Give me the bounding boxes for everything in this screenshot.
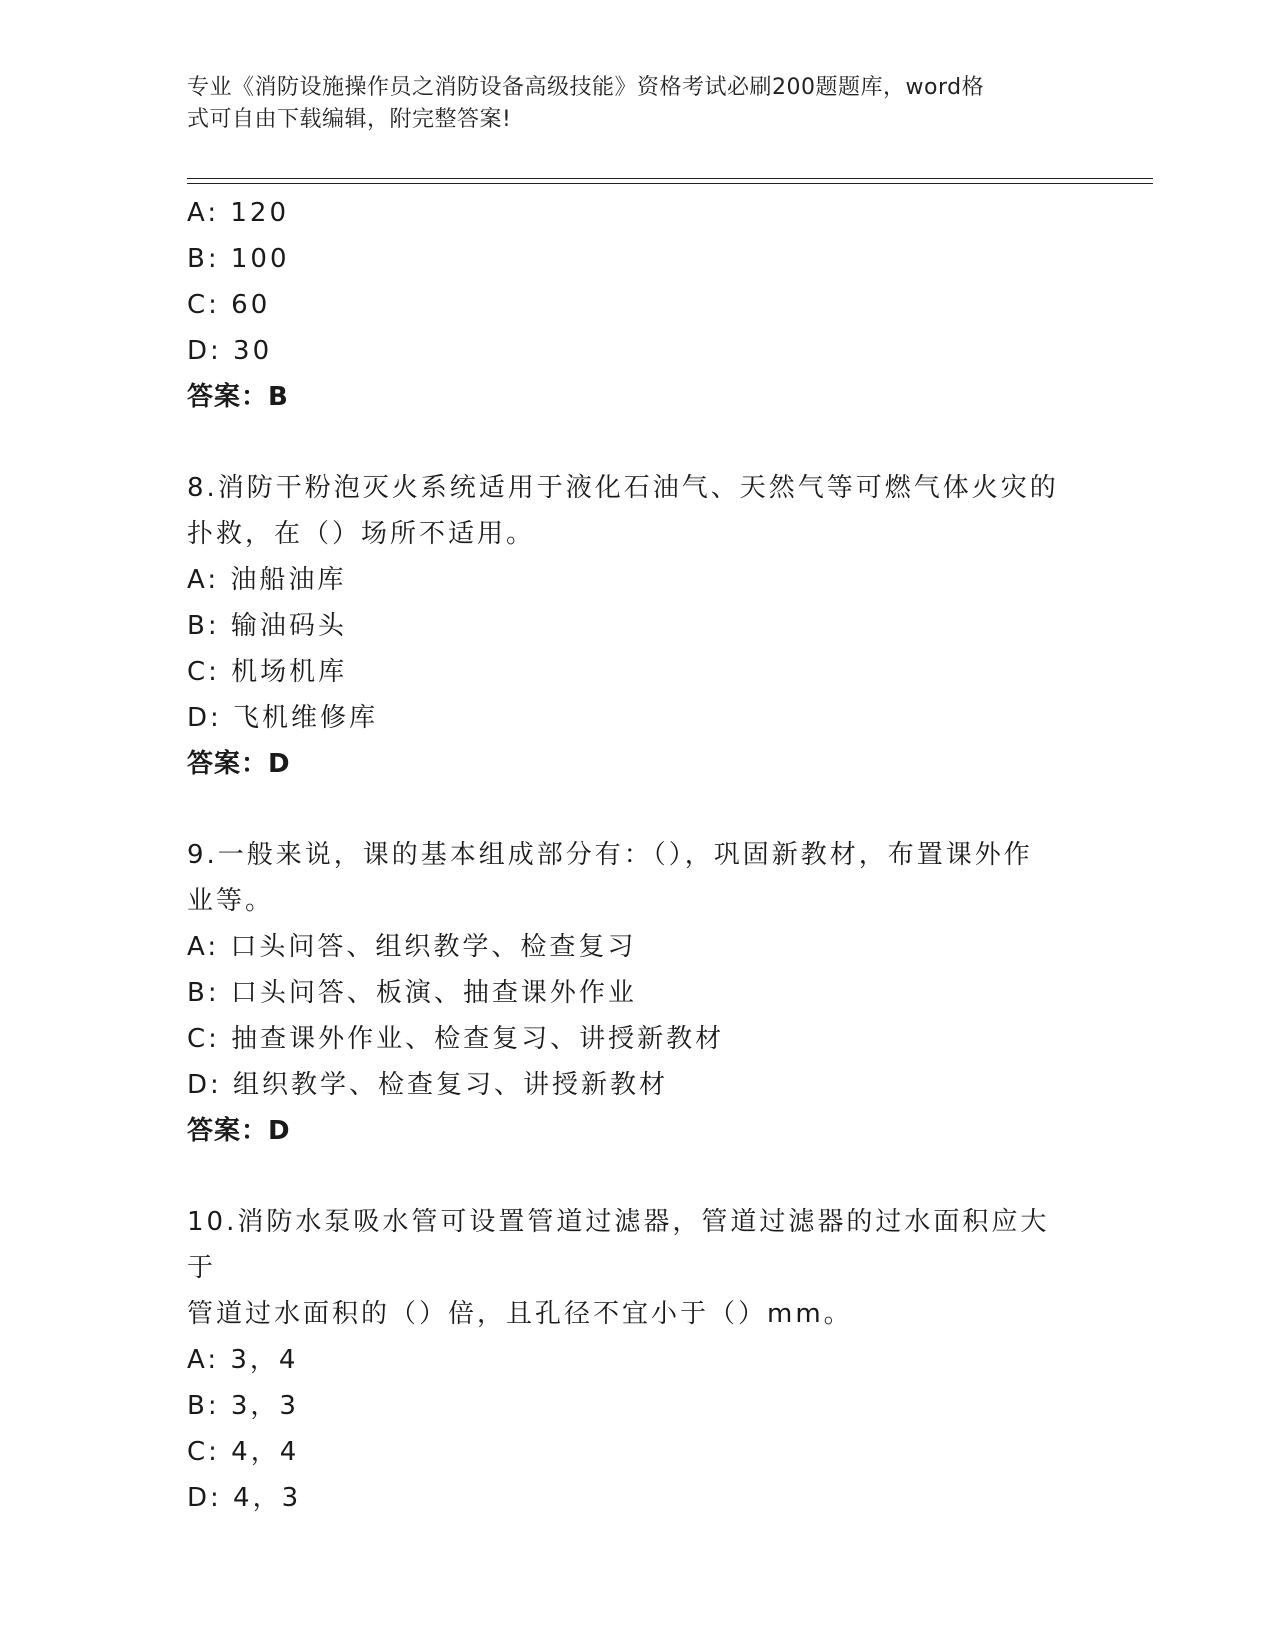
question-list	[187, 190, 1087, 1521]
option-d: D: 组织教学、检查复习、讲授新教材	[187, 1070, 669, 1100]
option-c: C: 机场机库	[187, 657, 348, 687]
header-rule-bottom	[187, 183, 1153, 184]
option-a: A: 油船油库	[187, 565, 347, 595]
answer: 答案：D	[187, 749, 291, 779]
option-c: C: 4，4	[187, 1437, 300, 1467]
option-d: D: 30	[187, 336, 273, 366]
option-a: A: 120	[187, 198, 289, 228]
answer: 答案：D	[187, 1116, 291, 1146]
question-text-line-2: 扑救，在（）场所不适用。	[187, 519, 536, 549]
question-text-line-1: 9.一般来说，课的基本组成部分有：（），巩固新教材，布置课外作	[187, 840, 1033, 870]
question-10	[187, 1199, 1087, 1521]
question-text-line-1: 10.消防水泵吸水管可设置管道过滤器，管道过滤器的过水面积应大于	[187, 1207, 1050, 1283]
question-7-options	[187, 190, 1087, 420]
option-a: A: 口头问答、组织教学、检查复习	[187, 932, 637, 962]
document-header	[187, 72, 1067, 136]
question-text-line-2: 管道过水面积的（）倍，且孔径不宜小于（）mm。	[187, 1299, 853, 1329]
question-9	[187, 832, 1087, 1154]
question-text-line-1: 8.消防干粉泡灭火系统适用于液化石油气、天然气等可燃气体火灾的	[187, 473, 1059, 503]
question-text-line-2: 业等。	[187, 886, 275, 916]
option-c: C: 抽查课外作业、检查复习、讲授新教材	[187, 1024, 725, 1054]
option-c: C: 60	[187, 290, 271, 320]
question-8	[187, 465, 1087, 787]
option-b: B: 口头问答、板演、抽查课外作业	[187, 978, 637, 1008]
option-d: D: 飞机维修库	[187, 703, 379, 733]
answer: 答案：B	[187, 382, 289, 412]
header-line-1: 专业《消防设施操作员之消防设备高级技能》资格考试必刷200题题库，word格	[187, 75, 985, 100]
option-d: D: 4，3	[187, 1483, 302, 1513]
option-b: B: 100	[187, 244, 290, 274]
header-line-2: 式可自由下载编辑，附完整答案!	[187, 107, 512, 132]
option-b: B: 输油码头	[187, 611, 347, 641]
option-b: B: 3，3	[187, 1391, 299, 1421]
header-rule-top	[187, 178, 1153, 179]
option-a: A: 3，4	[187, 1345, 299, 1375]
